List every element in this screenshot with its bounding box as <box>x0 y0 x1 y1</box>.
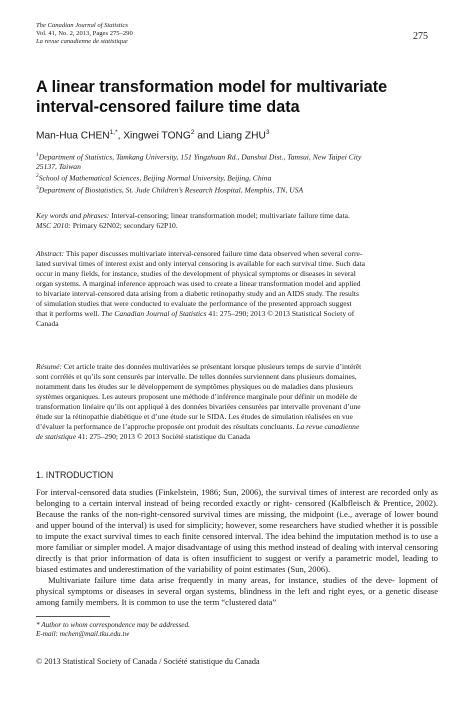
affiliation-text: Department of Biostatistics, St. Jude Children’s Research Hospital, Memphis, TN, USA <box>38 185 304 195</box>
abstract-line: occur in many fields, for instance, studies of the development of physical symptoms or diseases in several <box>36 269 356 279</box>
keywords-block <box>36 211 438 231</box>
title-line: A linear transformation model for multivariate <box>36 78 388 96</box>
resume-line: systèmes organiques. Les auteurs proposent une méthode d’inférence marginale pour définir un modèle de <box>36 392 358 402</box>
affiliation-marker: 2 <box>36 173 39 180</box>
body-line: times are missing, the midpoint (i.e., average of lower bound and upper bound of the interval) <box>36 508 438 530</box>
abstract-line: that it performs well. The Canadian Journal of Statistics 41: 275–290; 2013 © 2013 Statistical Society of <box>36 309 355 319</box>
resume-line: Résumé: Cet article traite des données multivariées se présentant lorsque plusieurs temps de survie d’intérêt <box>36 362 362 371</box>
author-name: Xingwei TONG <box>123 130 191 142</box>
body-line: is to use a more familiar or simpler model. A major disadvantage of using this method instead <box>36 530 438 552</box>
resume-line: transformation linéaire qu’ils ont appliqué à des données bivariées censurées par intervalle provenant d’une <box>36 402 361 412</box>
resume-line: notamment dans les études sur le développement de symptômes physiques ou de maladies dans plusieurs <box>36 382 353 392</box>
resume <box>36 362 438 442</box>
page-number: 275 <box>413 31 428 42</box>
volume-line: Vol. 41, No. 2, 2013, Pages 275–290 <box>36 30 133 38</box>
keywords <box>36 211 438 221</box>
body-line: to suggest or verify a parametric model, leading to biased estimates and underestimation of the <box>36 552 439 574</box>
affiliation-text: 25137, Taiwan <box>36 162 81 172</box>
affiliation-1 <box>36 151 438 172</box>
footnote-email: E-mail: mchen@mail.tku.edu.tw <box>36 630 130 639</box>
body-line: For interval-censored data studies (Finkelstein, 1986; Sun, 2006), the survival times of interest <box>36 487 365 497</box>
author-affil-sup: 2 <box>190 129 195 136</box>
body-line: Multivariate failure time data arise frequently in many areas, for instance, studies of the deve- <box>48 574 395 585</box>
body-line: are recorded only as belonging to a certain interval instead of being recorded exactly or right- <box>36 487 438 508</box>
body-line: lopment of physical symptoms or diseases in several organ systems, blindness in the left and right <box>36 574 438 596</box>
body-line: is used for simplicity; however, some researchers have studied whether it is possible to impute <box>36 519 438 541</box>
keywords-text: Interval-censoring; linear transformation model; multivariate failure time data. <box>109 211 350 220</box>
body-line: variability of point estimates (Sun, 2006). <box>187 563 331 574</box>
author-affil-sup: 3 <box>265 129 270 136</box>
resume-citation-journal: La revue canadienne <box>296 422 360 432</box>
author-list <box>36 129 436 141</box>
msc-text: Primary 62N02; secondary 62P10. <box>70 220 178 230</box>
affiliation-2 <box>36 172 438 183</box>
section-heading: 1. INTRODUCTION <box>36 470 114 480</box>
abstract-line: organ systems. A marginal inference approach was used to create a linear transformation model and applied <box>36 279 361 289</box>
keywords-label: Key words and phrases: <box>36 211 110 220</box>
affiliations <box>36 151 438 195</box>
abstract-line: Abstract: This paper discusses multivariate interval-censored failure time data observed when several corre- <box>36 249 363 258</box>
abstract <box>36 249 438 329</box>
abstract-line: Canada <box>36 319 59 329</box>
resume-label: Résumé: <box>36 362 62 371</box>
author-separator: and <box>194 130 218 142</box>
body-line: eyes, or a genetic disease among family members. It is common to use the term “clustered data” <box>36 585 438 607</box>
resume-citation: 41: 275–290; 2013 © 2013 Société statistique du Canada <box>76 432 251 442</box>
journal-header <box>36 22 416 47</box>
msc-label: MSC 2010: <box>36 220 71 230</box>
copyright-line: © 2013 Statistical Society of Canada / Société statistique du Canada <box>36 657 260 666</box>
paragraph-2 <box>36 575 438 608</box>
affiliation-marker: 3 <box>36 184 39 191</box>
body-line: of dealing with interval censoring directly is that prior information of data is often insufficient <box>36 541 438 563</box>
title-line: interval-censored failure time data <box>36 97 300 116</box>
footnote-line: * Author to whom correspondence may be addressed. <box>36 621 190 629</box>
abstract-line: of simulation studies that were conducted to evaluate the performance of the presented approach suggest <box>36 299 352 309</box>
affiliation-text: School of Mathematical Sciences, Beijing Normal University, Beijing, China <box>38 173 272 183</box>
author-name: Man-Hua CHEN <box>36 130 110 142</box>
affiliation-marker: 1 <box>36 152 39 158</box>
abstract-citation-journal: The Canadian Journal of Statistics <box>101 309 207 319</box>
body-line: censored (Kalbfleisch & Prentice, 2002). Because the ranks of the non-right-censored survival <box>36 497 439 519</box>
resume-line: d’évaluer la performance de l’approche proposée ont produit des résultats concluants. La revue canadienne <box>36 422 360 432</box>
paper-title <box>36 78 446 117</box>
resume-line <box>36 432 438 442</box>
journal-name: The Canadian Journal of Statistics <box>36 22 128 29</box>
affiliation-text: Department of Statistics, Tamkang University, 151 Yingzhuan Rd., Danshui Dist., Tamsui, New Taipei City <box>38 152 362 162</box>
journal-name-fr: La revue canadienne de statistique <box>36 38 128 46</box>
resume-line: étude sur la rétinopathie diabétique et d’une étude sur le SIDA. Les études de simulation réalisées en vue <box>36 412 353 422</box>
abstract-line: lated survival times of interest exist and only interval censoring is available for each survival time. Such data <box>36 259 366 269</box>
resume-citation-journal: de statistique <box>36 432 77 442</box>
abstract-label: Abstract: <box>36 249 65 258</box>
msc-codes <box>36 221 438 231</box>
footnote <box>36 621 336 640</box>
abstract-citation: 41: 275–290; 2013 © 2013 Statistical Society of <box>206 309 355 319</box>
affiliation-3 <box>36 184 438 195</box>
author-name: Liang ZHU <box>217 130 266 142</box>
author-affil-sup: 1,* <box>109 129 118 136</box>
resume-line: sont corrélés et qu’ils sont censurés par intervalle. De telles données surviennent dans plusieurs domaines, <box>36 372 357 382</box>
author-separator: , <box>117 130 124 142</box>
body-line: the exact survival times to each finite censored interval. The idea behind the imputation method <box>71 530 402 541</box>
body-text <box>36 487 438 607</box>
footnote-rule <box>36 616 110 617</box>
paragraph-1 <box>36 487 438 575</box>
abstract-line: to bivariate interval-censored data arising from a diabetic retinopathy study and an AIDS study. The results <box>36 289 359 299</box>
